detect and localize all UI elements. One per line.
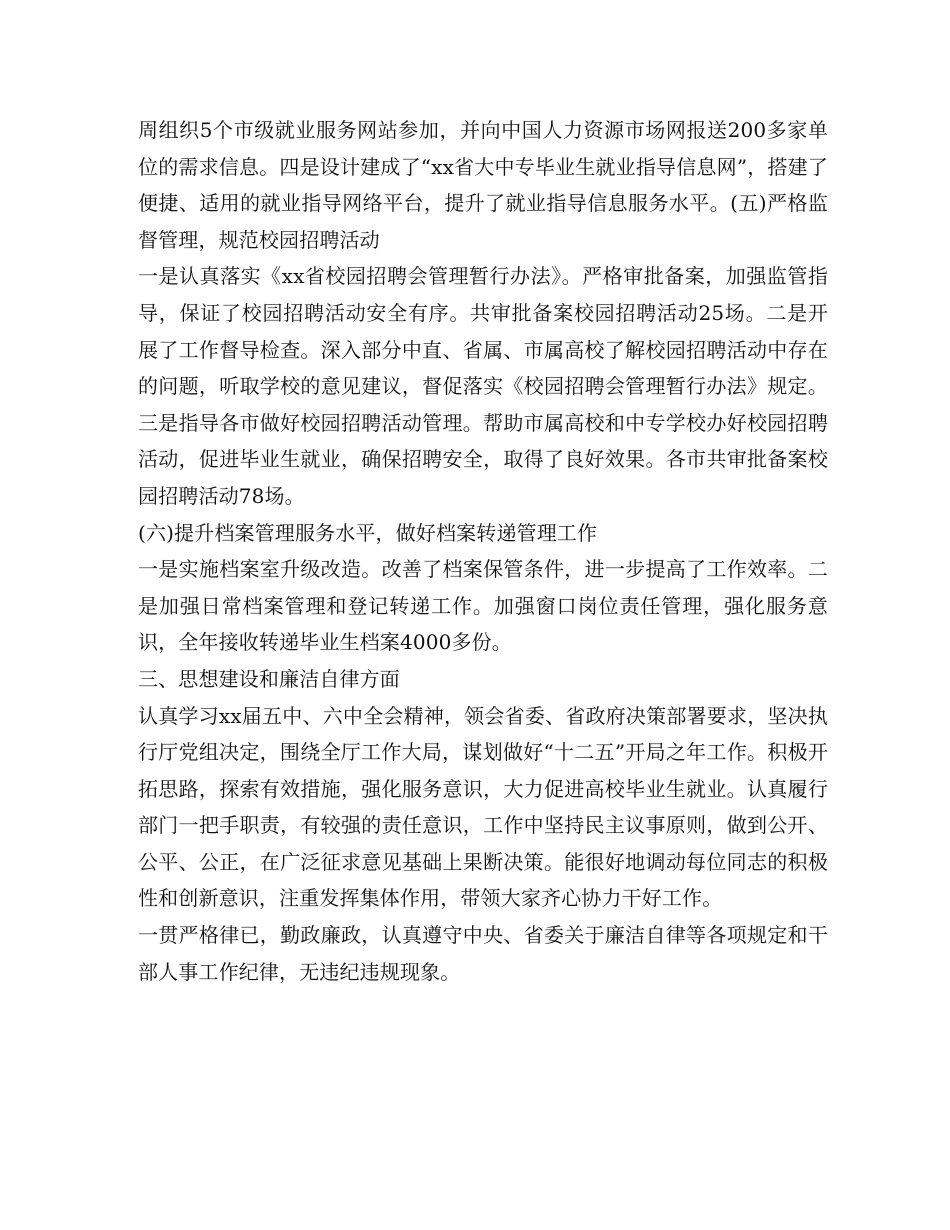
section-heading-ideology: 三、思想建设和廉洁自律方面 [138, 666, 400, 691]
paragraph-1: 周组织5个市级就业服务网站参加，并向中国人力资源市场网报送200多家单位的需求信息。四是设计建成了“xx省大中专毕业生就业指导信息网”，搭建了便捷、适用的就业指导网络平台，提升了就业指导信息服务水平。(五)严格监督管理，规范校园招聘活动 [138, 118, 828, 252]
document-body [138, 112, 828, 990]
paragraph-4: 认真学习xx届五中、六中全会精神，领会省委、省政府决策部署要求，坚决执行厅党组决定，围绕全厅工作大局，谋划做好“十二五”开局之年工作。积极开拓思路，探索有效措施，强化服务意识，大力促进高校毕业生就业。认真履行部门一把手职责，有较强的责任意识，工作中坚持民主议事原则，做到公开、公平、公正，在广泛征求意见基础上果断决策。能很好地调动每位同志的积极性和创新意识，注重发挥集体作用，带领大家齐心协力干好工作。 [138, 703, 828, 911]
section-heading-archives: (六)提升档案管理服务水平，做好档案转递管理工作 [138, 520, 598, 545]
paragraph-5: 一贯严格律已，勤政廉政，认真遵守中央、省委关于廉洁自律等各项规定和干部人事工作纪律，无违纪违规现象。 [138, 923, 828, 984]
paragraph-3: 一是实施档案室升级改造。改善了档案保管条件，进一步提高了工作效率。二是加强日常档案管理和登记转递工作。加强窗口岗位责任管理，强化服务意识，全年接收转递毕业生档案4000多份。 [138, 557, 828, 655]
paragraph-2: 一是认真落实《xx省校园招聘会管理暂行办法》。严格审批备案，加强监管指导，保证了校园招聘活动安全有序。共审批备案校园招聘活动25场。二是开展了工作督导检查。深入部分中直、省属、市属高校了解校园招聘活动中存在的问题，听取学校的意见建议，督促落实《校园招聘会管理暂行办法》规定。三是指导各市做好校园招聘活动管理。帮助市属高校和中专学校办好校园招聘活动，促进毕业生就业，确保招聘安全，取得了良好效果。各市共审批备案校园招聘活动78场。 [138, 264, 828, 508]
